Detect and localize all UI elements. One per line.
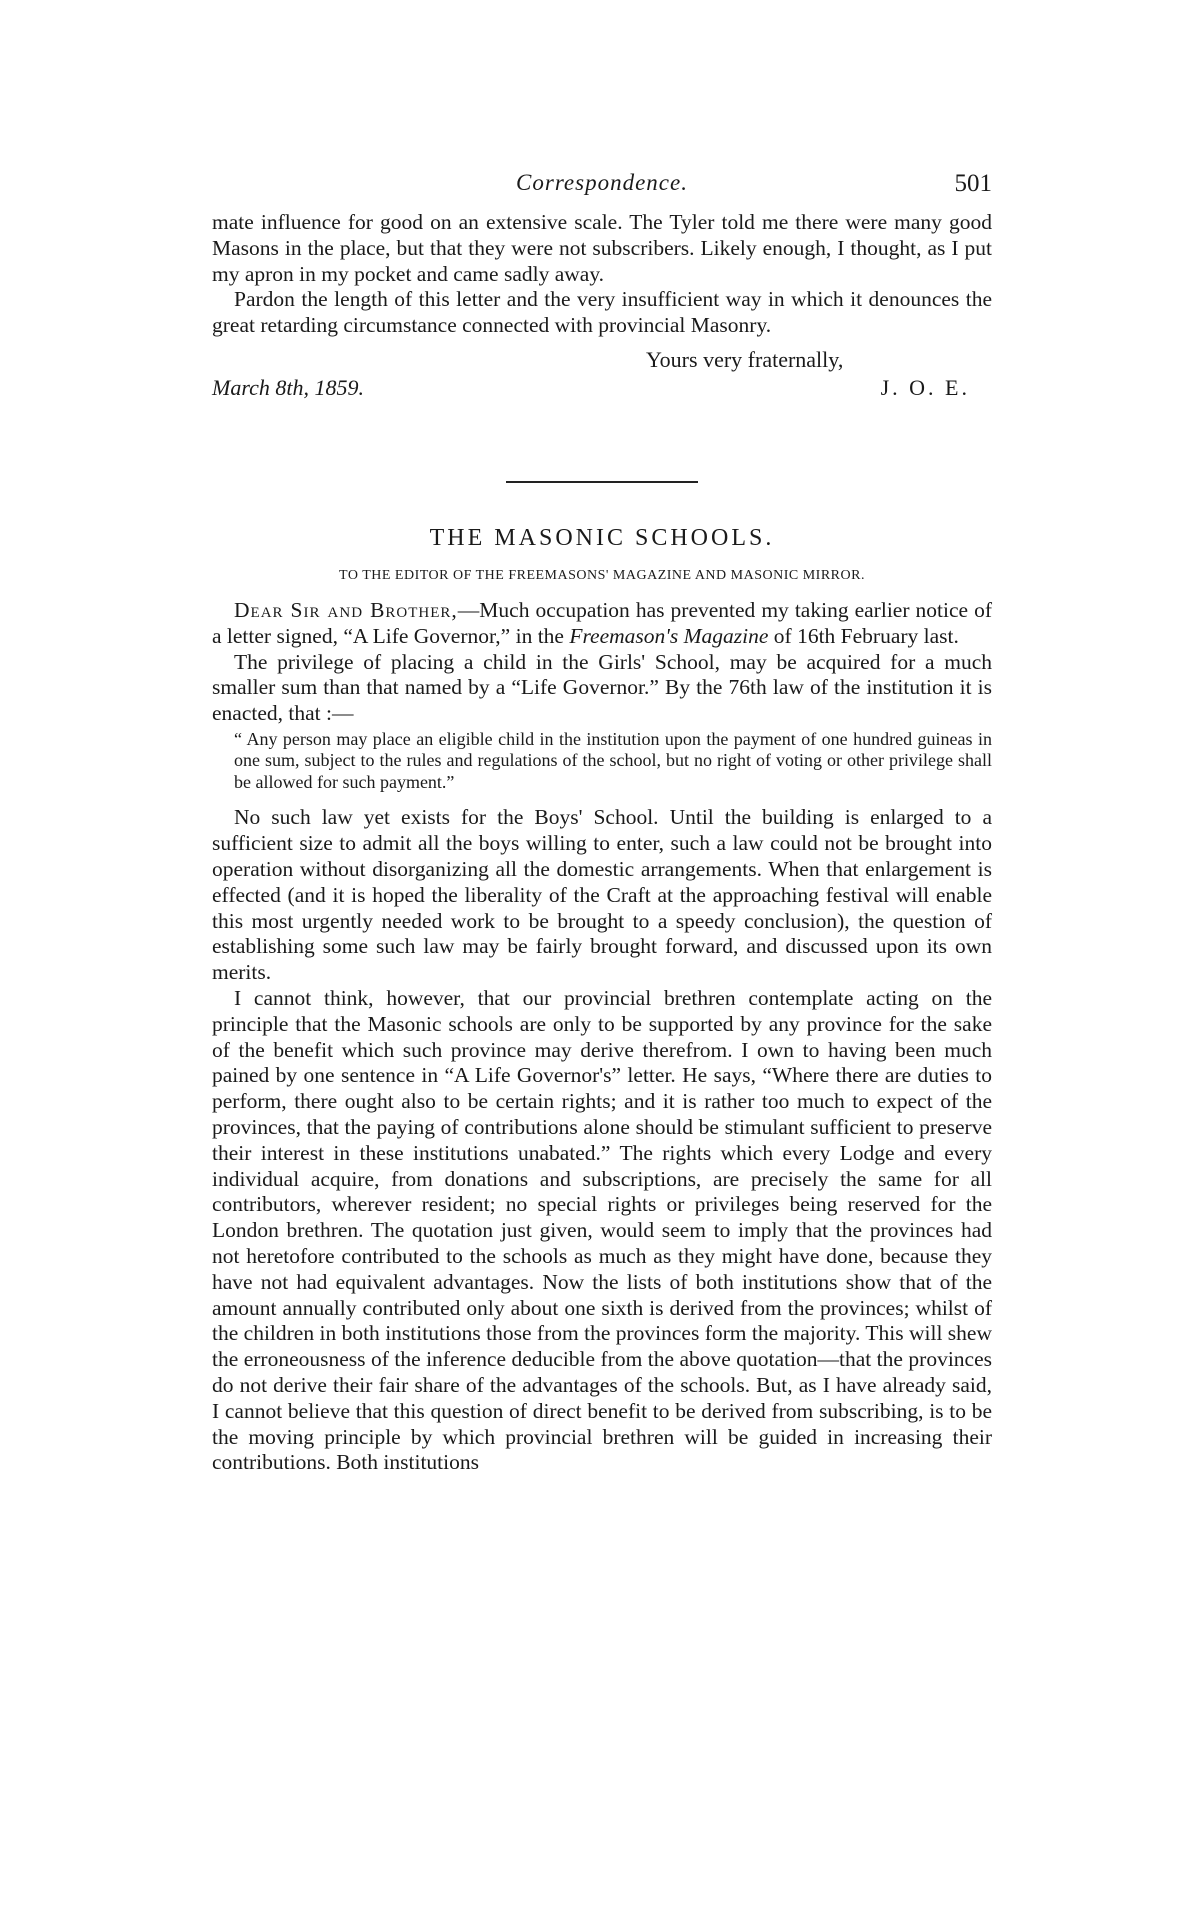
article-addressee: TO THE EDITOR OF THE FREEMASONS' MAGAZINE AND MASONIC MIRROR. [339,567,865,583]
running-head [212,170,992,210]
paragraph-text: of 16th February last. [768,623,959,648]
page [212,170,992,1476]
article-paragraph: No such law yet exists for the Boys' School. Until the building is enlarged to a sufficient size to admit all the boys willing to enter, such a law could not be brought into operation without disorganizing all the domestic arrangements. When that enlargement is effected (and it is hoped the liberality of the Craft at the approaching festival will enable this most urgently needed work to be brought to a speedy conclusion), the question of establishing some such law may be fairly brought forward, and discussed upon its own merits. [212,805,992,985]
article-paragraph: The privilege of placing a child in the Girls' School, may be acquired for a much smaller sum than that named by a “Life Governor.” By the 76th law of the institution it is enacted, that :— [212,649,992,726]
letter-date: March 8th, 1859. [212,374,364,400]
article-paragraph: I cannot think, however, that our provincial brethren contemplate acting on the principle that the Masonic schools are only to be supported by any province for the sake of the benefit which such province may derive therefrom. I own to having been much pained by one sentence in “A Life Governor's” letter. He says, “Where there are duties to perform, there ought also to be certain rights; and it is rather too much to expect of the provinces, that the paying of contributions alone should be stimulant sufficient to preserve their interest in these institutions unabated.” The rights which every Lodge and every individual acquire, from donations and subscriptions, are precisely the same for all contributors, wherever resident; no special rights or privileges being reserved for the London brethren. The quotation just given, would seem to imply that the provinces had not heretofore contributed to the schools as much as they might have done, because they have not had equivalent advantages. Now the lists of both institutions show that of the amount annually contributed only about one sixth is derived from the provinces; whilst of the children in both institutions those from the provinces form the majority. This will shew the erroneousness of the inference deducible from the above quotation—that the provinces do not derive their fair share of the advantages of the schools. But, as I have already said, I cannot believe that this question of direct benefit to be derived from subscribing, is to be the moving principle by which provincial brethren will be guided in increasing their contributions. Both institutions [212,986,992,1475]
letter-closing [212,339,992,405]
salutation: Dear Sir and Brother, [234,597,458,622]
letter-signature: J. O. E. [880,374,970,400]
running-title: Correspondence. [516,170,688,195]
paragraph-text: —Much occupation has prevented my taking earlier notice of a letter signed, “A Life Governor,” in the [212,597,992,648]
magazine-title: Freemason's Magazine [569,623,769,648]
section-divider [506,481,698,483]
block-quote: “ Any person may place an eligible child in the institution upon the payment of one hundred guineas in one sum, subject to the rules and regulations of the school, but no right of voting or other privilege shall be allowed for such payment.” [234,728,992,792]
letter-paragraph: Pardon the length of this letter and the very insufficient way in which it denounces the great retarding circumstance connected with provincial Masonry. [212,287,992,338]
article-paragraph [212,598,992,650]
page-number: 501 [954,170,992,197]
valediction: Yours very fraternally, [646,346,844,372]
article-title: THE MASONIC SCHOOLS. [429,524,775,551]
letter-paragraph: mate influence for good on an extensive scale. The Tyler told me there were many good Masons in the place, but that they were not subscribers. Likely enough, I thought, as I put my apron in my pocket and came sadly away. [212,210,992,286]
